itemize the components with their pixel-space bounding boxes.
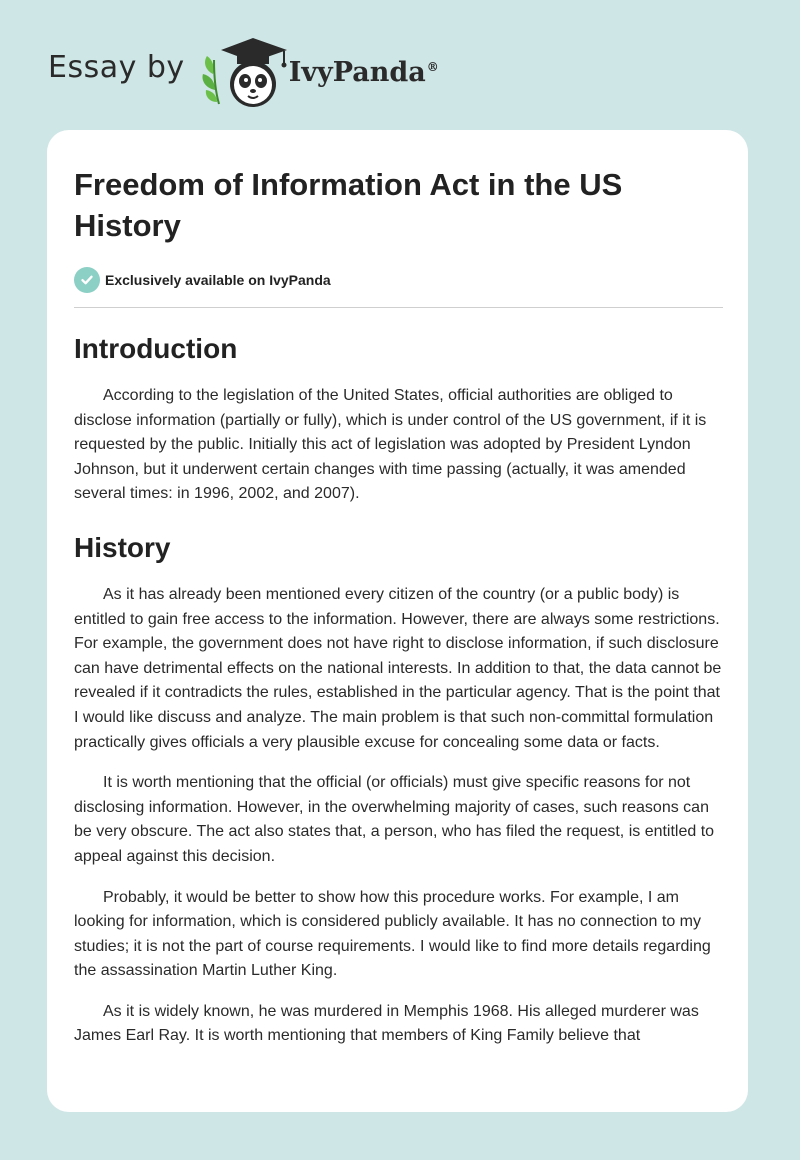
brand-name: IvyPanda® — [288, 56, 439, 88]
brand-header — [48, 30, 439, 110]
paragraph: According to the legislation of the United States, official authorities are obliged to disclose information (partially or fully), which is under control of the US government, if it is requested by the public. Initially this act of legislation was adopted by President Lyndon Johnson, but it underwent certain changes with time passing (actually, it was amended several times: in 1996, 2002, and 2007). — [74, 387, 707, 503]
paragraph: Probably, it would be better to show how this procedure works. For example, I am looking for information, which is considered publicly available. It has no connection to my studies; it is not the part of course requirements. I would like to find more details regarding the assassination Martin Luther King. — [74, 888, 711, 980]
exclusive-badge — [74, 267, 723, 293]
section-heading-introduction: Introduction — [74, 333, 238, 364]
section-heading-history: History — [74, 531, 171, 563]
essay-content — [74, 164, 723, 1049]
paragraph: As it has already been mentioned every citizen of the country (or a public body) is entitled to gain free access to the information. However, there are always some restrictions. For example, the government does not have right to disclose information, if such disclosure can have detrimental effects on the national interests. In addition to that, the data cannot be revealed if it contradicts the rules, established in the particular agency. That is the point that I would like discuss and analyze. The main problem is that such non-committal formulation practically gives officials a very plausible excuse for concealing some data or facts. — [74, 585, 722, 751]
panda-logo-icon — [201, 30, 293, 110]
paragraph: It is worth mentioning that the official (or officials) must give specific reasons for not disclosing information. However, in the overwhelming majority of cases, such reasons can be very obscure. The act also states that, a person, who has filed the request, is entitled to appeal against this decision. — [74, 774, 715, 865]
page-title: Freedom of Information Act in the US History — [74, 167, 623, 243]
check-icon — [74, 267, 100, 293]
paragraph: As it is widely known, he was murdered in Memphis 1968. His alleged murderer was James Earl Ray. It is worth mentioning that members of King Family believe that — [74, 1002, 699, 1045]
exclusive-label: Exclusively available on IvyPanda — [105, 272, 331, 288]
essay-card — [47, 130, 748, 1112]
brand-prefix: Essay by — [48, 49, 185, 85]
divider — [74, 307, 723, 308]
